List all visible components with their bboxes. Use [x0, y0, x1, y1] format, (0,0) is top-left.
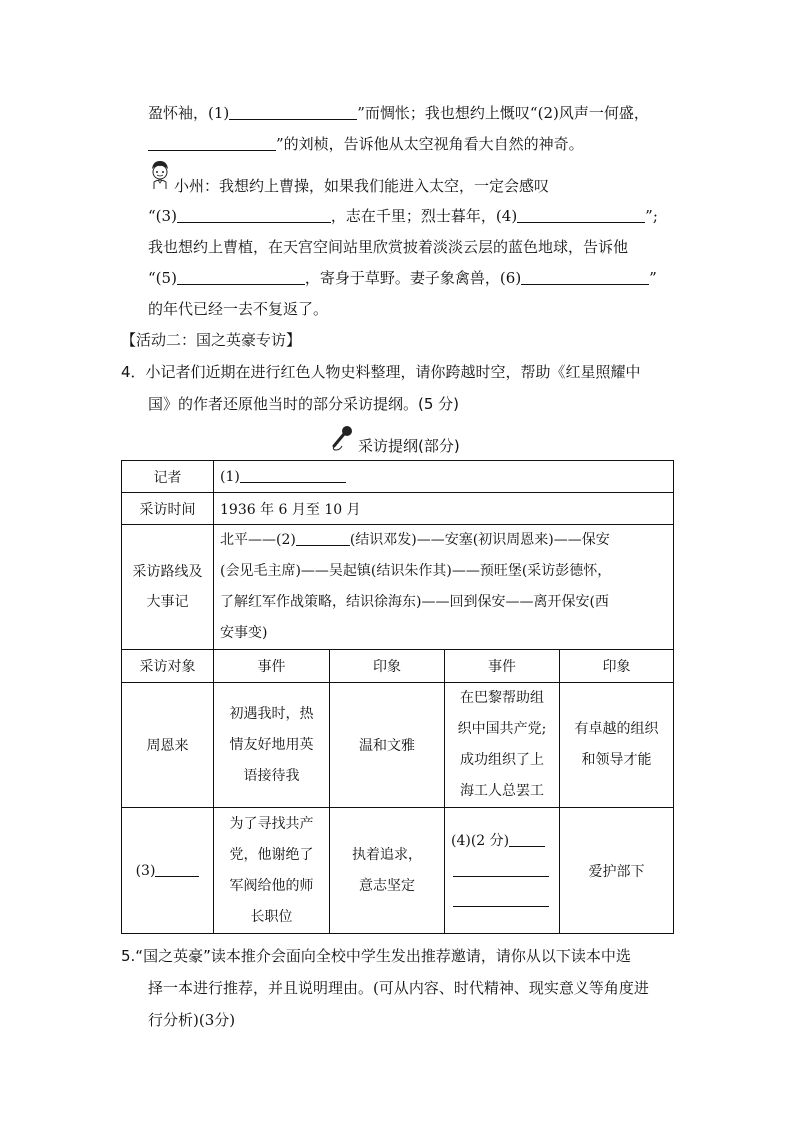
- table-row-route: [122, 525, 674, 650]
- q3-line1-text-b: ”而惆怅；我也想约上慨叹“(2)风声一何盛，: [357, 104, 649, 122]
- xiaozhou-line2: [148, 206, 658, 226]
- answer-blank-table-4b[interactable]: [453, 862, 549, 877]
- row2-event2-answer-cell: [445, 808, 560, 934]
- row1-event2-line: 在巴黎帮助组: [460, 690, 544, 706]
- reporter-value: (1): [220, 469, 240, 485]
- time-value: 1936 年 6 月至 10 月: [214, 493, 674, 525]
- xiaozhou-line4-text-c: ”: [649, 269, 657, 287]
- row1-impression2-line: 和领导才能: [581, 752, 652, 768]
- row2-event2-label: (4)(2 分): [451, 832, 510, 849]
- q4-line1: 4．小记者们近期在进行红色人物史料整理，请你跨越时空，帮助《红星照耀中: [121, 363, 641, 381]
- xiaozhou-line4-text-a: “(5): [148, 269, 177, 287]
- reporter-cell: [214, 461, 674, 493]
- xiaozhou-line2-text-c: ”;: [645, 207, 658, 225]
- route-cell: [214, 525, 674, 650]
- row2-impression1-line: 意志坚定: [359, 877, 415, 894]
- q3-line2: [148, 134, 584, 154]
- q5-line1: 5.“国之英豪”读本推介会面向全校中学生发出推荐邀请，请你从以下读本中选: [121, 947, 631, 965]
- answer-line-row: [451, 886, 553, 916]
- route-line-2: (会见毛主席)——吴起镇(结识朱作其)——预旺堡(采访彭德怀，: [220, 563, 612, 579]
- row2-event1-line: 党，他谢绝了: [229, 846, 314, 863]
- row1-event2-line: 成功组织了上: [460, 752, 544, 768]
- microphone-icon: [330, 424, 354, 452]
- route-line-1b: (结识邓发)——安塞(初识周恩来)——保安: [349, 532, 610, 548]
- xiaozhou-line5: 的年代已经一去不复返了。: [148, 300, 329, 318]
- header-event-2: 事件: [445, 650, 560, 683]
- xiaozhou-line2-text-b: ，志在千里；烈士暮年，(4): [330, 207, 518, 225]
- row2-event1: [214, 808, 330, 934]
- route-line-1a: 北平——(2): [220, 532, 296, 548]
- activity2-heading: 【活动二：国之英豪专访】: [121, 331, 302, 349]
- subject-zhou-enlai: 周恩来: [122, 683, 214, 808]
- row2-impression2: 爱护部下: [560, 808, 674, 934]
- table-row-time: [122, 493, 674, 525]
- q5-line3: 行分析)(3分): [148, 1011, 236, 1029]
- row2-impression1: [330, 808, 445, 934]
- answer-blank-2[interactable]: [148, 136, 276, 151]
- answer-blank-5[interactable]: [177, 270, 305, 285]
- row1-event1-line: 初遇我时，热: [229, 705, 314, 722]
- q3-line1-text-a: 盈怀袖，(1): [148, 104, 230, 122]
- row2-impression1-line: 执着追求，: [352, 846, 422, 863]
- route-line-1: [220, 525, 667, 556]
- answer-blank-table-4c[interactable]: [453, 892, 549, 907]
- row1-impression2-line: 有卓越的组织: [574, 721, 659, 737]
- row2-event1-line: 长职位: [250, 908, 293, 925]
- answer-blank-1[interactable]: [229, 105, 357, 120]
- q3-line2-text: ”的刘桢，告诉他从太空视角看大自然的神奇。: [276, 135, 584, 153]
- route-label: 采访路线及大事记: [122, 525, 214, 650]
- row1-event2: [445, 683, 560, 808]
- row2-event2-first-line: [451, 826, 553, 856]
- row2-subject: (3): [135, 863, 156, 879]
- table-row-reporter: [122, 461, 674, 493]
- xiaozhou-line4: [148, 268, 657, 288]
- answer-blank-4[interactable]: [517, 208, 645, 223]
- answer-blank-3[interactable]: [177, 208, 331, 223]
- xiaozhou-line4-text-b: ，寄身于草野。妻子象禽兽，(6): [304, 269, 522, 287]
- answer-blank-6[interactable]: [521, 270, 649, 285]
- header-event-1: 事件: [214, 650, 330, 683]
- table-caption: 采访提纲(部分): [358, 437, 460, 455]
- answer-blank-table-1[interactable]: [240, 468, 346, 483]
- answer-blank-table-2[interactable]: [296, 531, 350, 546]
- row2-event1-line: 军阀给他的师: [229, 877, 314, 894]
- row2-event1-line: 为了寻找共产: [229, 815, 314, 832]
- route-line-4: 安事变): [220, 625, 268, 641]
- reporter-label: 记者: [122, 461, 214, 493]
- table-header-row: [122, 650, 674, 683]
- row1-event1-line: 语接待我: [243, 767, 300, 784]
- q4-line2: 国》的作者还原他当时的部分采访提纲。(5 分): [148, 395, 460, 413]
- q5-line2: 择一本进行推荐，并且说明理由。(可从内容、时代精神、现实意义等角度进: [148, 979, 649, 997]
- row1-event2-line: 织中国共产党;: [457, 721, 547, 737]
- answer-blank-table-4a[interactable]: [509, 832, 545, 847]
- time-label: 采访时间: [122, 493, 214, 525]
- xiaozhou-line2-text-a: “(3): [148, 207, 177, 225]
- row2-subject-cell: [122, 808, 214, 934]
- header-subject: 采访对象: [122, 650, 214, 683]
- xiaozhou-line3: 我也想约上曹植，在天宫空间站里欣赏披着淡淡云层的蓝色地球，告诉他: [148, 238, 629, 256]
- row1-event2-line: 海工人总罢工: [460, 783, 544, 799]
- table-row-zhou-enlai: [122, 683, 674, 808]
- header-impression-1: 印象: [330, 650, 445, 683]
- answer-line-row: [451, 856, 553, 886]
- row1-impression2: [560, 683, 674, 808]
- xiaozhou-line1: 小州：我想约上曹操，如果我们能进入太空，一定会感叹: [174, 177, 550, 195]
- header-impression-2: 印象: [560, 650, 674, 683]
- table-row-unknown-subject: [122, 808, 674, 934]
- answer-blank-table-3[interactable]: [155, 862, 199, 877]
- row1-event1: [214, 683, 330, 808]
- interview-outline-table: [121, 460, 674, 934]
- route-line-3: 了解红军作战策略，结识徐海东)——回到保安——离开保安(西: [220, 594, 609, 610]
- row1-impression1: 温和文雅: [330, 683, 445, 808]
- row1-event1-line: 情友好地用英: [229, 736, 314, 753]
- q3-line1: [148, 103, 649, 123]
- student-avatar-icon: [149, 160, 171, 190]
